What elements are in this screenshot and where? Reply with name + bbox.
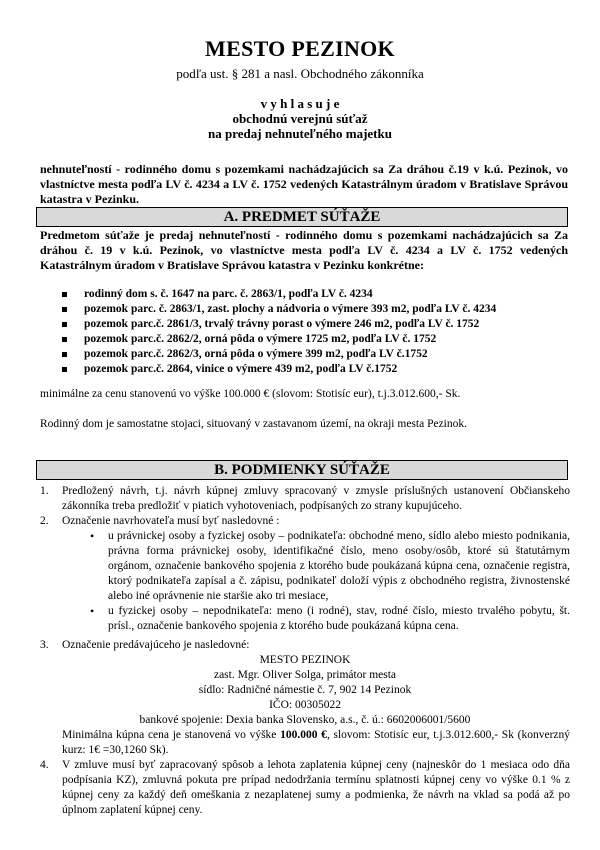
bullet-dot-icon: • [90, 604, 95, 618]
list-item-text: pozemok parc.č. 2862/2, orná pôda o výmere 1725 m2, podľa LV č. 1752 [84, 333, 437, 345]
condition-number: 2. [40, 515, 49, 527]
sub-item [80, 604, 570, 634]
condition-number: 4. [40, 759, 49, 771]
announce-line-1: v y h l a s u j e [260, 96, 340, 111]
conditions-list [40, 484, 570, 818]
seller-ico: IČO: 00305022 [269, 699, 341, 711]
condition-item [40, 638, 570, 653]
announce-line-2: obchodnú verejnú súťaž [232, 111, 368, 126]
bullet-square-icon [62, 337, 67, 342]
house-paragraph: Rodinný dom je samostatne stojaci, situovaný v zastavanom území, na okraji mesta Pezinok. [40, 418, 468, 430]
condition-number: 3. [40, 639, 49, 651]
list-item [62, 347, 562, 362]
list-item-text: pozemok parc.č. 2864, vinice o výmere 439 m2, podľa LV č.1752 [84, 363, 398, 375]
list-item [62, 362, 562, 377]
page-subtitle: podľa ust. § 281 a nasl. Obchodného zákonníka [176, 66, 424, 81]
property-list [62, 287, 562, 377]
section-a-paragraph: Predmetom súťaže je predaj nehnuteľností - rodinného domu s pozemkami nachádzajúcich sa Za dráhou č. 19 v k.ú. Pezinok, vo vlastníctve mesta podľa LV č. 4234 a LV č. 1752 vedených Katastrálnym úradom v Bratislave Správou katastra v Pezinku konkrétne: [40, 228, 568, 272]
intro-paragraph: nehnuteľností - rodinného domu s pozemkami nachádzajúcich sa Za dráhou č.19 v k.ú. Pezinok, vo vlastníctve mesta podľa LV č. 4234 a LV č. 1752 vedených Katastrálnym úradom v Bratislave Správou katastra v Pezinku. [40, 162, 568, 206]
list-item-text: rodinný dom s. č. 1647 na parc. č. 2863/1, podľa LV č. 4234 [84, 288, 373, 300]
price-paragraph: minimálne za cenu stanovenú vo výške 100.000 € (slovom: Stotisíc eur), t.j.3.012.600,- Sk. [40, 388, 461, 400]
condition-number: 1. [40, 485, 49, 497]
condition-text: Predložený návrh, t.j. návrh kúpnej zmluvy spracovaný v zmysle príslušných ustanovení Občianskeho zákonníka treba predložiť v piatich vyhotoveniach, podpísaných zo strany kupujúceho. [62, 485, 570, 512]
bullet-square-icon [62, 352, 67, 357]
list-item [62, 332, 562, 347]
bullet-square-icon [62, 292, 67, 297]
condition-text: Označenie predávajúceho je nasledovné: [62, 639, 250, 651]
sub-item [80, 529, 570, 604]
bullet-square-icon [62, 322, 67, 327]
price-note-amount: 100.000 € [280, 729, 327, 741]
condition-item [40, 758, 570, 818]
list-item [62, 317, 562, 332]
list-item-text: pozemok parc.č. 2861/3, trvalý trávny porast o výmere 246 m2, podľa LV č. 1752 [84, 318, 480, 330]
sub-item-text: u právnickej osoby a fyzickej osoby – podnikateľa: obchodné meno, sídlo alebo miesto podnikania, právna forma právnickej osoby, identifikačné číslo, meno osoby/osôb, ktoré sú štatutárnym orgánom, označenie bankového spojenia z ktorého bude poukázaná kúpna cena, označenie registra, ktorý podnikateľa zapísal a č. zápisu, podnikateľ doloží výpis z obchodného registra, živnostenské alebo iné oprávnenie nie staršie ako tri mesiace, [108, 530, 570, 602]
seller-seat: sídlo: Radničné námestie č. 7, 902 14 Pezinok [198, 684, 412, 696]
bullet-dot-icon: • [90, 529, 95, 543]
section-b-heading: B. PODMIENKY SÚŤAŽE [36, 460, 568, 480]
price-note [40, 728, 570, 758]
list-item [62, 287, 562, 302]
sub-item-text: u fyzickej osoby – nepodnikateľa: meno (i rodné), stav, rodné číslo, miesto trvalého pobytu, št. prísl., označenie bankového spojenia z ktorého bude poukázaná kúpna cena. [108, 605, 570, 632]
announcement [0, 96, 600, 141]
seller-block [40, 653, 570, 728]
condition-item [40, 484, 570, 514]
seller-bank: bankové spojenie: Dexia banka Slovensko, a.s., č. ú.: 6602006001/5600 [139, 714, 471, 726]
page-title: MESTO PEZINOK [205, 36, 395, 61]
condition-text: V zmluve musí byť zapracovaný spôsob a lehota zaplatenia kúpnej ceny (najneskôr do 1 mesiaca odo dňa podpísania KZ), zmluvná pokuta pre prípad nedodržania termínu splatnosti kúpnej ceny vo výške 0.1 % z kúpnej ceny za každý deň omeškania z nezaplatenej sumy a podmienka, že návrh na vklad sa podá až po úplnom zaplatení kúpnej ceny. [62, 759, 570, 816]
condition-item [40, 514, 570, 529]
condition-text: Označenie navrhovateľa musí byť nasledovné : [62, 515, 280, 527]
bullet-square-icon [62, 307, 67, 312]
announce-line-3: na predaj nehnuteľného majetku [208, 126, 392, 141]
list-item-text: pozemok parc. č. 2863/1, zast. plochy a nádvoria o výmere 393 m2, podľa LV č. 4234 [84, 303, 497, 315]
bullet-square-icon [62, 367, 67, 372]
section-a-heading: A. PREDMET SÚŤAŽE [36, 207, 568, 227]
seller-representative: zast. Mgr. Oliver Solga, primátor mesta [213, 669, 397, 681]
list-item [62, 302, 562, 317]
seller-name: MESTO PEZINOK [259, 654, 351, 666]
price-note-c: , slovom: Stotisíc eur, t.j.3.012.600,- Sk (konverzný kurz: 1€ =30,1260 Sk). [62, 729, 571, 756]
list-item-text: pozemok parc.č. 2862/3, orná pôda o výmere 399 m2, podľa LV č.1752 [84, 348, 428, 360]
price-note-a: Minimálna kúpna cena je stanovená vo výške [62, 729, 281, 741]
